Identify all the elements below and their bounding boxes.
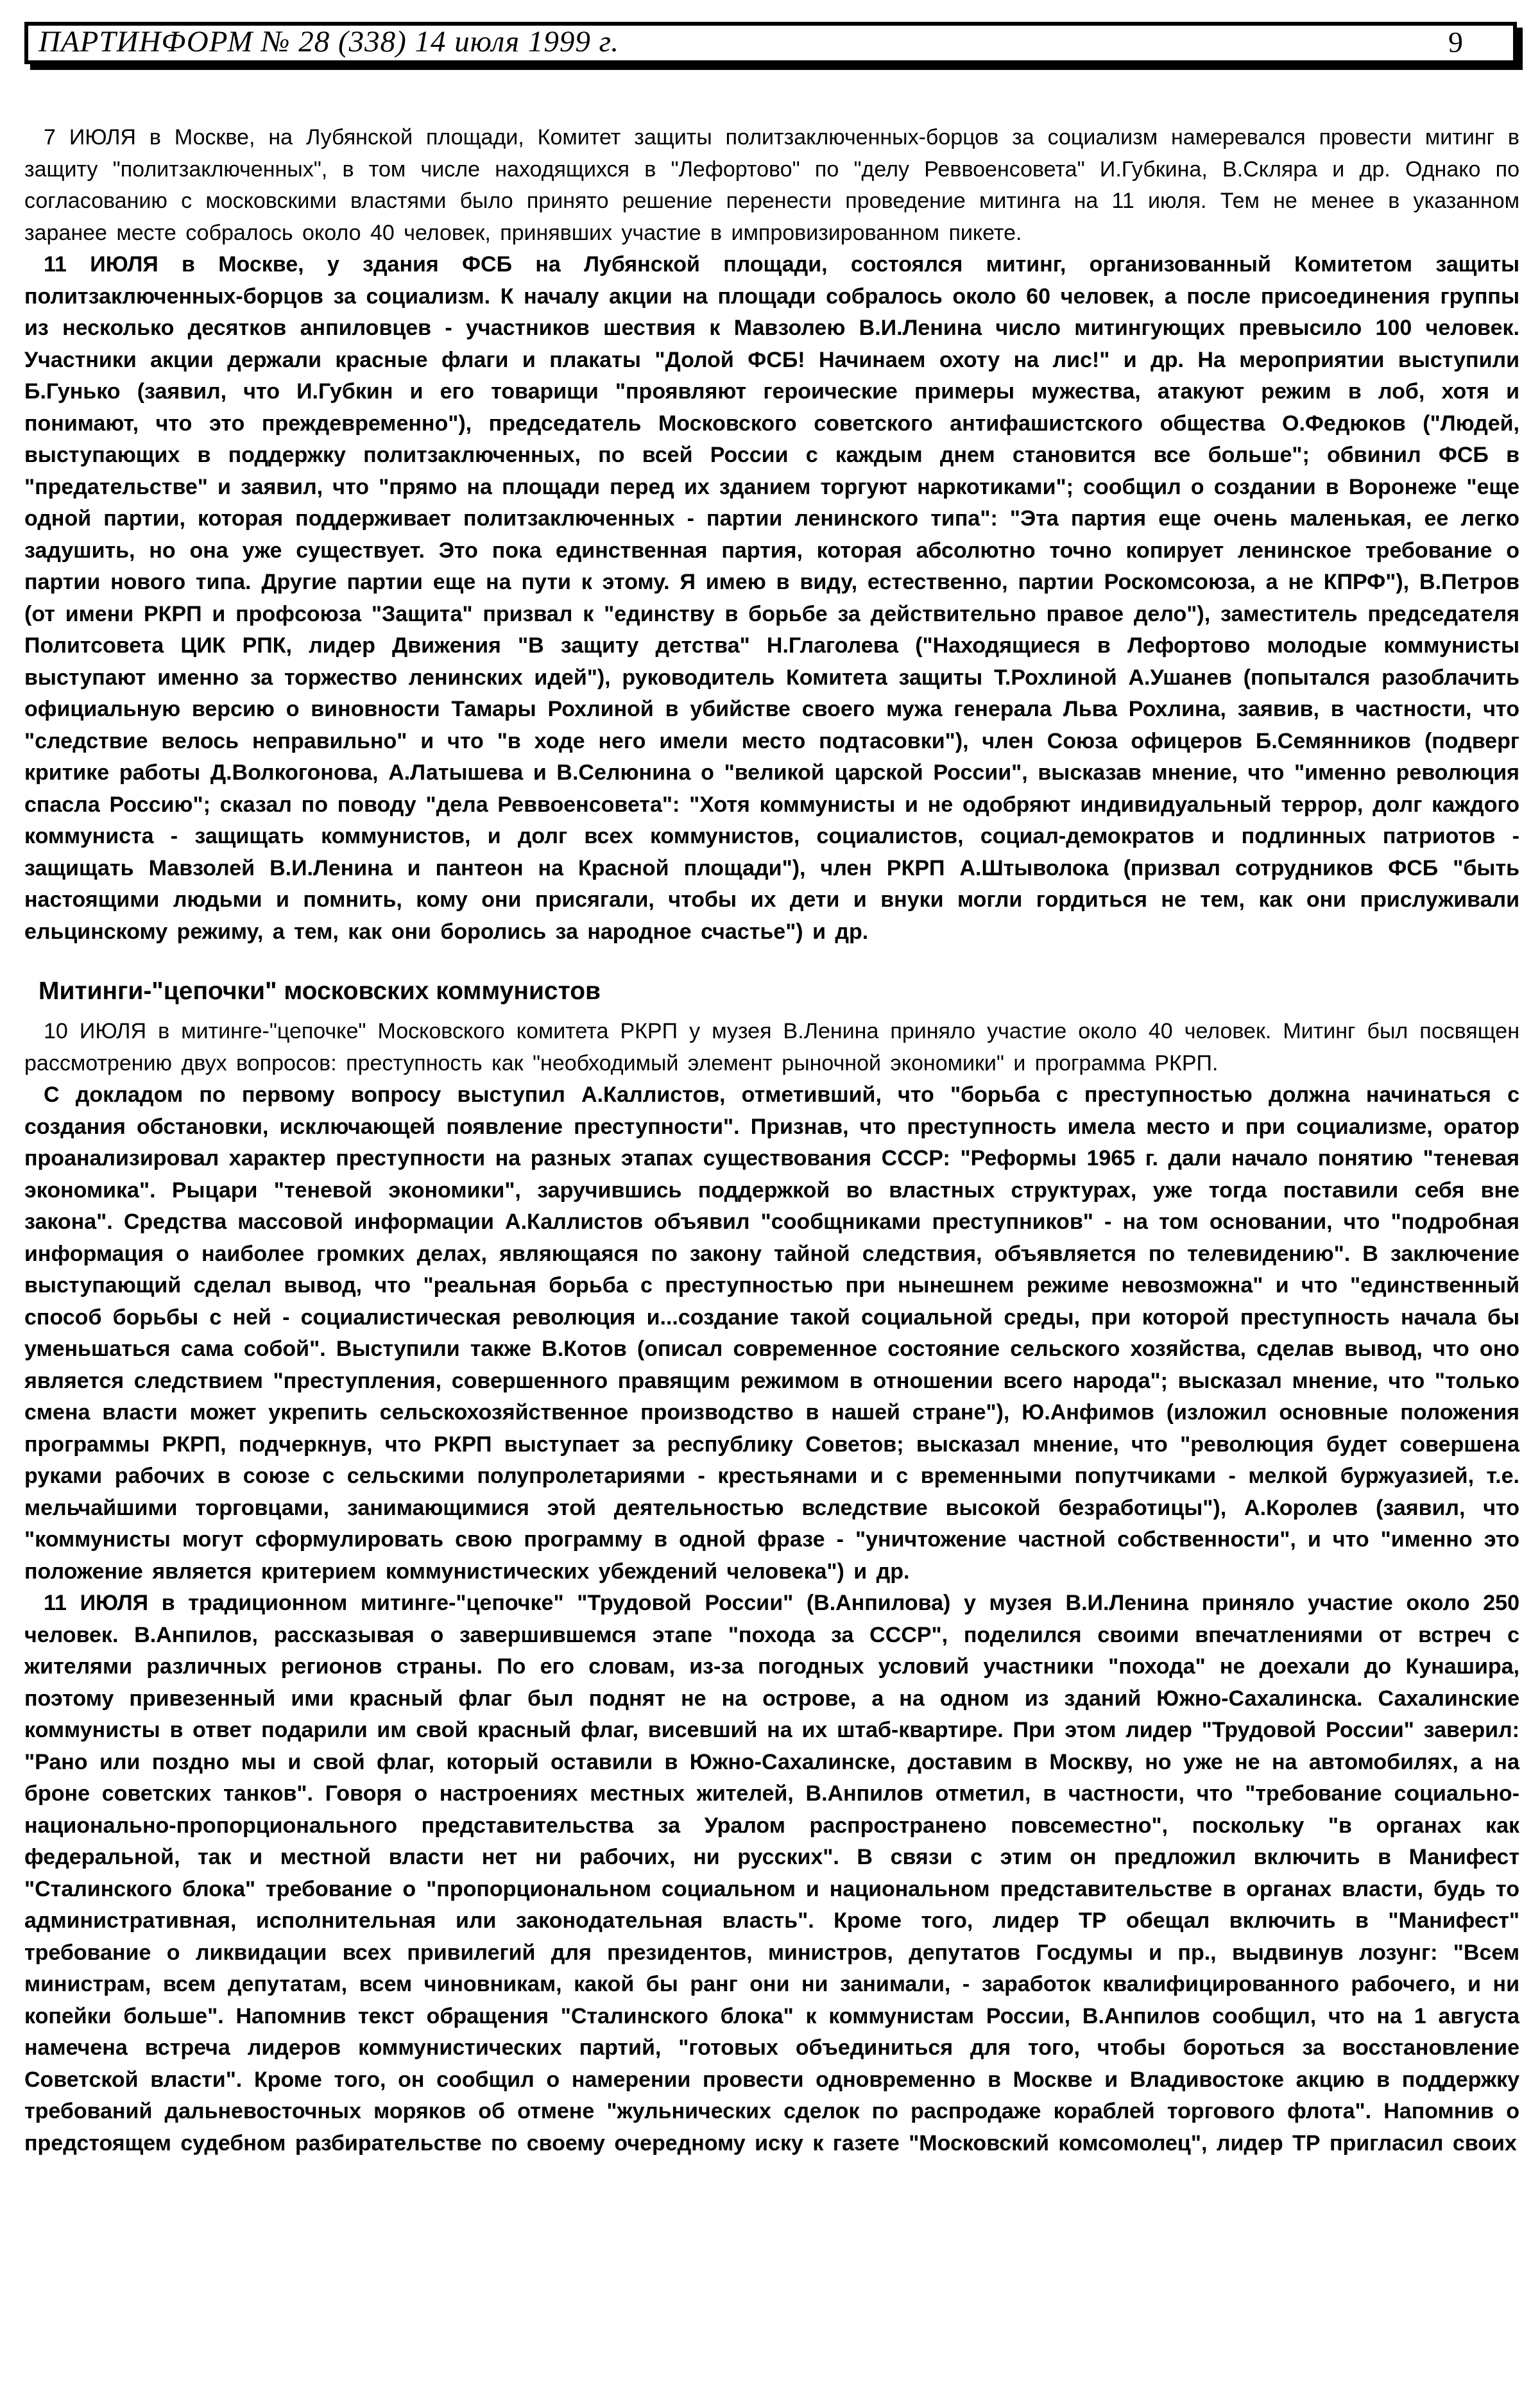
page-number: 9 bbox=[1448, 25, 1463, 58]
paragraph-july11-fsb-rally: 11 ИЮЛЯ в Москве, у здания ФСБ на Лубянской площади, состоялся митинг, организованный Комитетом защиты политзаключенных-борцов за социализм. К началу акции на площади собралось около 60 человек, а после присоединения группы из несколько десятков анпиловцев - участников шествия к Мавзолею В.И.Ленина число митингующих превысило 100 человек. Участники акции держали красные флаги и плакаты "Долой ФСБ! Начинаем охоту на лис!" и др. На мероприятии выступили Б.Гунько (заявил, что И.Губкин и его товарищи "проявляют героические примеры мужества, атакуют режим в лоб, хотя и понимают, что это преждевременно"), председатель Московского советского антифашистского общества О.Федюков ("Людей, выступающих в поддержку политзаключенных, по всей России с каждым днем становится все больше"; обвинил ФСБ в "предательстве" и заявил, что "прямо на площади перед их зданием торгуют наркотиками"; сообщил о создании в Воронеже "еще одной партии, которая поддерживает политзаключенных - партии ленинского типа": "Эта партия еще очень маленькая, ее легко задушить, но она уже существует. Это пока единственная партия, которая абсолютно точно копирует ленинское требование о партии нового типа. Другие партии еще на пути к этому. Я имею в виду, естественно, партии Роскомсоюза, а не КПРФ"), В.Петров (от имени РКРП и профсоюза "Защита" призвал к "единству в борьбе за действительно правое дело"), заместитель председателя Политсовета ЦИК РПК, лидер Движения "В защиту детства" Н.Глаголева ("Находящиеся в Лефортово молодые коммунисты выступают именно за торжество ленинских идей"), руководитель Комитета защиты Т.Рохлиной А.Ушанев (попытался разоблачить официальную версию о виновности Тамары Рохлиной в убийстве своего мужа генерала Льва Рохлина, заявив, в частности, что "следствие велось неправильно" и что "в ходе него имели место подтасовки"), член Союза офицеров Б.Семянников (подверг критике работы Д.Волкогонова, А.Латышева и В.Селюнина о "великой царской России", высказав мнение, что "именно революция спасла Россию"; сказал по поводу "дела Реввоенсовета": "Хотя коммунисты и не одобряют индивидуальный террор, долг каждого коммуниста - защищать коммунистов, и долг всех коммунистов, социалистов, социал-демократов и подлинных патриотов - защищать Мавзолей В.И.Ленина и пантеон на Красной площади"), член РКРП А.Штыволока (призвал сотрудников ФСБ "быть настоящими людьми и помнить, кому они присягали, чтобы их дети и внуки могли гордиться не тем, как они прислуживали ельцинскому режиму, а тем, как они боролись за народное счастье") и др. bbox=[24, 252, 1519, 944]
page-content bbox=[24, 122, 1519, 2159]
newsletter-title: ПАРТИНФОРМ № 28 (338) 14 июля 1999 г. bbox=[38, 25, 620, 58]
paragraph-kallistov-report: С докладом по первому вопросу выступил А.Каллистов, отметивший, что "борьба с преступностью должна начинаться с создания обстановки, исключающей появление преступности". Признав, что преступность имела место и при социализме, оратор проанализировал характер преступности на разных этапах существования СССР: "Реформы 1965 г. дали начало понятию "теневая экономика". Рыцари "теневой экономики", заручившись поддержкой во властных структурах, уже тогда поставили себя вне закона". Средства массовой информации А.Каллистов объявил "сообщниками преступников" - на том основании, что "подробная информация о наиболее громких делах, являющаяся по закону тайной следствия, объявляется по телевидению". В заключение выступающий сделал вывод, что "реальная борьба с преступностью при нынешнем режиме невозможна" и что "единственный способ борьбы с ней - социалистическая революция и...создание такой социальной среды, при которой преступность начала бы уменьшаться сама собой". Выступили также В.Котов (описал современное состояние сельского хозяйства, сделав вывод, что оно является следствием "преступления, совершенного правящим режимом в отношении всего народа"; высказал мнение, что "только смена власти может укрепить сельскохозяйственное производство в нашей стране"), Ю.Анфимов (изложил основные положения программы РКРП, подчеркнув, что РКРП выступает за республику Советов; высказал мнение, что "революция будет совершена руками рабочих в союзе с сельскими полупролетариями - крестьянами и с временными попутчиками - мелкой буржуазией, т.е. мельчайшими торговцами, занимающимися этой деятельностью вследствие высокой безработицы"), А.Королев (заявил, что "коммунисты могут сформулировать свою программу в одной фразе - "уничтожение частной собственности", и что "именно это положение является критерием коммунистических убеждений человека") и др. bbox=[24, 1083, 1519, 1584]
paragraph-july10-rkrp-chain: 10 ИЮЛЯ в митинге-"цепочке" Московского комитета РКРП у музея В.Ленина приняло участие около 40 человек. Митинг был посвящен рассмотрению двух вопросов: преступность как "необходимый элемент рыночной экономики" и программа РКРП. bbox=[24, 1019, 1519, 1075]
page-header bbox=[24, 22, 1517, 64]
paragraph-july11-trudovaya-rossiya: 11 ИЮЛЯ в традиционном митинге-"цепочке" "Трудовой России" (В.Анпилова) у музея В.И.Ленина приняло участие около 250 человек. В.Анпилов, рассказывая о завершившемся этапе "похода за СССР", поделился своими впечатлениями от встреч с жителями различных регионов страны. По его словам, из-за погодных условий участники "похода" не доехали до Кунашира, поэтому привезенный ими красный флаг был поднят не на острове, а на одном из зданий Южно-Сахалинска. Сахалинские коммунисты в ответ подарили им свой красный флаг, висевший на их штаб-квартире. При этом лидер "Трудовой России" заверил: "Рано или поздно мы и свой флаг, который оставили в Южно-Сахалинске, доставим в Москву, но уже не на автомобилях, а на броне советских танков". Говоря о настроениях местных жителей, В.Анпилов отметил, в частности, что "требование социально-национально-пропорционального представительства за Уралом распространено повсеместно", поскольку "в органах как федеральной, так и местной власти нет ни рабочих, ни русских". В связи с этим он предложил включить в Манифест "Сталинского блока" требование о "пропорциональном социальном и национальном представительстве в органах власти, будь то административная, исполнительная или законодательная власть". Кроме того, лидер ТР обещал включить в "Манифест" требование о ликвидации всех привилегий для президентов, министров, депутатов Госдумы и пр., выдвинув лозунг: "Всем министрам, всем депутатам, всем чиновникам, какой бы ранг они ни занимали, - заработок квалифицированного рабочего, и ни копейки больше". Напомнив текст обращения "Сталинского блока" к коммунистам России, В.Анпилов сообщил, что на 1 августа намечена встреча лидеров коммунистических партий, "готовых объединиться для того, чтобы бороться за восстановление Советской власти". Кроме того, он сообщил о намерении провести одновременно в Москве и Владивостоке акцию в поддержку требований дальневосточных моряков об отмене "жульнических сделок по распродаже кораблей торгового флота". Напомнив о предстоящем судебном разбирательстве по своему очередному иску к газете "Московский комсомолец", лидер ТР пригласил своих bbox=[24, 1591, 1519, 2155]
paragraph-july7-picket: 7 ИЮЛЯ в Москве, на Лубянской площади, Комитет защиты политзаключенных-борцов за социализм намеревался провести митинг в защиту "политзаключенных", в том числе находящихся в "Лефортово" по "делу Реввоенсовета" И.Губкина, В.Скляра и др. Однако по согласованию с московскими властями было принято решение перенести проведение митинга на 11 июля. Тем не менее в указанном заранее месте собралось около 40 человек, принявших участие в импровизированном пикете. bbox=[24, 125, 1519, 245]
section-heading-chain-rallies: Митинги-"цепочки" московских коммунистов bbox=[38, 977, 601, 1005]
